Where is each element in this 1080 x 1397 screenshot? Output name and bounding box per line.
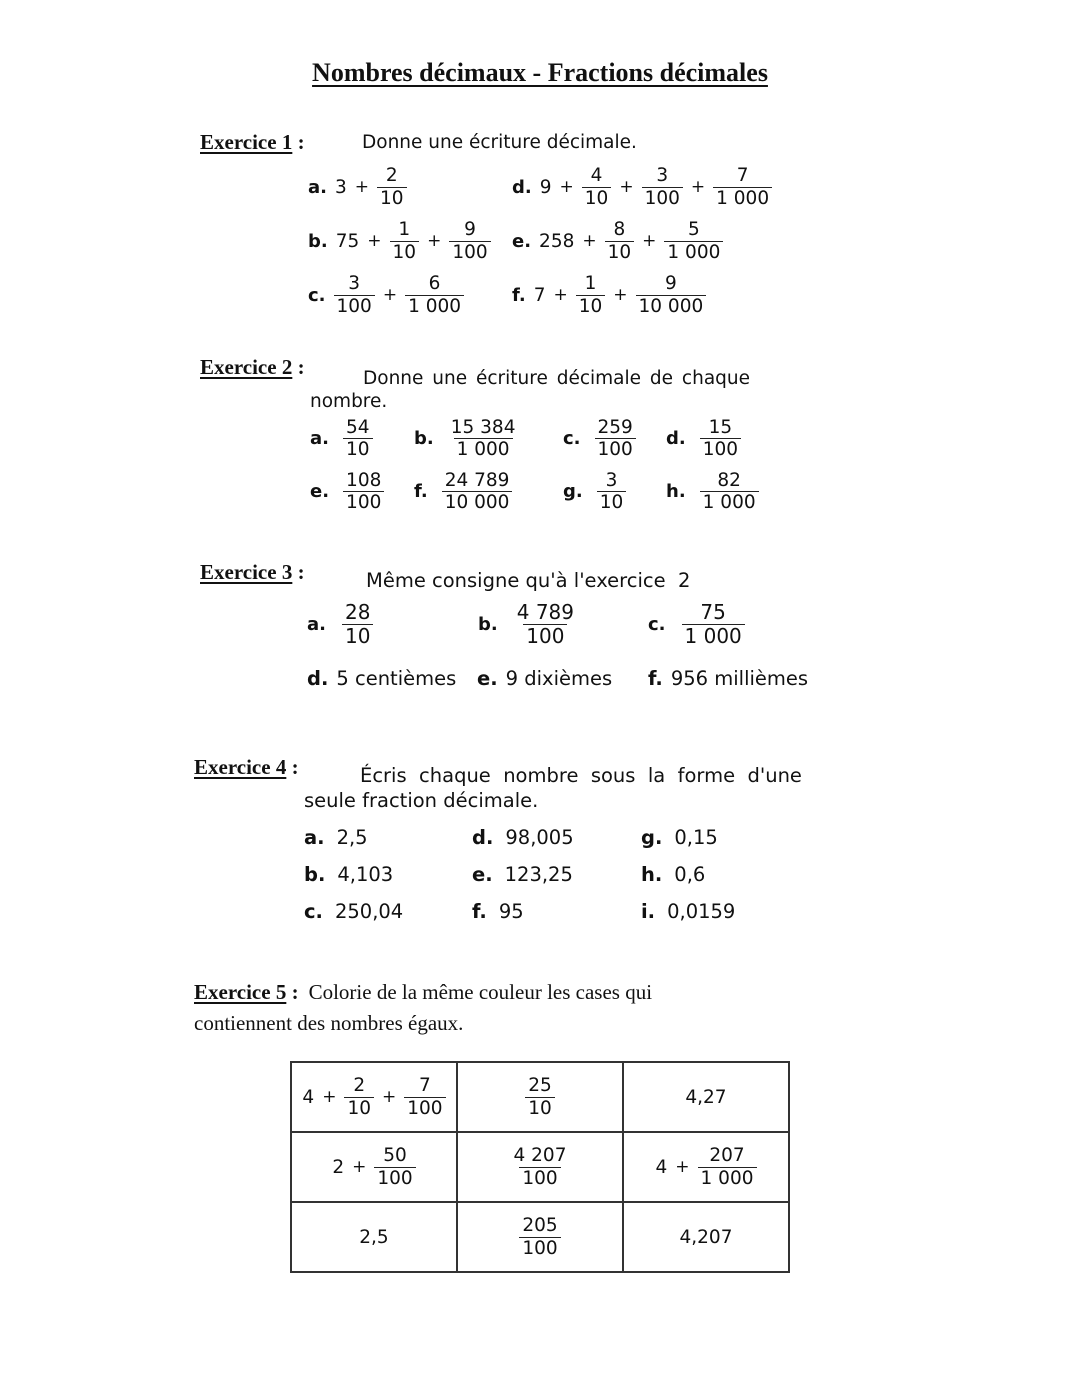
item-value: 95 [498, 900, 524, 923]
grid-cell[interactable] [291, 1202, 457, 1272]
exercise-4-item [472, 900, 524, 923]
exercise-1-item [308, 268, 491, 322]
denominator: 100 [334, 295, 375, 317]
numerator: 15 [708, 417, 733, 438]
item-label: a. [310, 428, 329, 450]
numerator: 1 [398, 219, 411, 241]
item-label: c. [304, 900, 323, 923]
cell-expression [624, 1145, 788, 1189]
denominator: 1 000 [664, 241, 723, 263]
number: 4,27 [685, 1086, 727, 1108]
exercise-4-item [641, 826, 718, 849]
number: 75 [335, 230, 360, 252]
plus-sign: + [582, 231, 597, 251]
exercise-2-item [563, 417, 636, 461]
grid-cell[interactable] [623, 1062, 789, 1132]
grid-row [291, 1202, 789, 1272]
denominator: 100 [523, 624, 567, 648]
grid-row [291, 1062, 789, 1132]
fraction [525, 1075, 555, 1119]
plus-sign: + [619, 177, 634, 197]
item-label: f. [472, 900, 487, 923]
fraction [342, 601, 373, 648]
fraction [442, 470, 513, 514]
item-label: h. [666, 481, 686, 503]
denominator: 100 [343, 491, 384, 513]
item-value: 250,04 [334, 900, 404, 923]
fraction [605, 219, 635, 263]
expression [539, 219, 723, 263]
plus-sign: + [354, 177, 370, 197]
exercise-1-item [308, 160, 491, 214]
numerator: 2 [385, 165, 398, 187]
exercise-2-item [310, 470, 384, 514]
numerator: 7 [736, 165, 749, 187]
item-label: a. [308, 176, 327, 198]
number: 7 [533, 284, 546, 306]
fraction [576, 273, 606, 317]
exercise-4-item [304, 863, 393, 886]
exercise-4-item [641, 863, 705, 886]
fraction [519, 1215, 560, 1259]
denominator: 10 000 [442, 491, 513, 513]
expression [540, 165, 772, 209]
expression [335, 165, 407, 209]
exercise-5-header-line [194, 980, 652, 1005]
cell-expression [292, 1227, 456, 1248]
numerator: 82 [717, 470, 741, 491]
denominator: 100 [700, 438, 741, 460]
item-label: b. [478, 614, 498, 635]
fraction [334, 273, 375, 317]
number: 258 [539, 230, 575, 252]
denominator: 10 [576, 295, 606, 317]
item-value: 9 dixièmes [505, 667, 613, 690]
fraction [664, 219, 723, 263]
numerator: 5 [688, 219, 700, 241]
numerator: 3 [348, 273, 361, 295]
item-label: d. [472, 826, 494, 849]
denominator: 100 [374, 1167, 415, 1189]
fraction [343, 417, 373, 461]
denominator: 10 [605, 241, 635, 263]
exercise-4-item [472, 826, 574, 849]
plus-sign: + [559, 177, 574, 197]
exercise-2-item [414, 417, 518, 461]
numerator: 25 [528, 1075, 552, 1097]
item-label: g. [563, 481, 583, 503]
plus-sign: + [382, 285, 398, 305]
cell-expression [624, 1087, 788, 1108]
fraction [405, 273, 464, 317]
denominator: 1 000 [713, 187, 772, 209]
exercise-2-item [414, 470, 512, 514]
numerator: 54 [345, 417, 370, 438]
number: 2,5 [359, 1226, 389, 1248]
denominator: 10 [377, 187, 407, 209]
expression [336, 219, 491, 263]
numerator: 9 [664, 273, 677, 295]
fraction [390, 219, 420, 263]
grid-cell[interactable] [457, 1132, 623, 1202]
fraction [344, 1075, 374, 1119]
item-label: e. [472, 863, 493, 886]
numerator: 259 [597, 417, 633, 438]
fraction [374, 1145, 415, 1189]
fraction [636, 273, 707, 317]
fraction [682, 601, 745, 648]
number: 4 [302, 1086, 315, 1108]
plus-sign: + [553, 285, 568, 305]
fraction [597, 470, 627, 514]
grid-cell[interactable] [457, 1062, 623, 1132]
numerator: 9 [464, 219, 476, 241]
item-value: 4,103 [337, 863, 394, 886]
numerator: 3 [656, 165, 669, 187]
expression [534, 273, 707, 317]
item-label: i. [641, 900, 656, 923]
number: 3 [334, 176, 347, 198]
denominator: 10 [344, 1097, 374, 1119]
exercise-1-item [308, 214, 491, 268]
plus-sign: + [367, 231, 382, 251]
item-label: f. [512, 284, 526, 306]
exercise-3-item [307, 601, 373, 648]
numerator: 207 [709, 1145, 745, 1167]
exercise-4-item [304, 900, 403, 923]
exercise-3-heading: Exercice 3 : [200, 560, 305, 584]
grid-cell[interactable] [291, 1132, 457, 1202]
exercise-4-item [304, 826, 368, 849]
numerator: 6 [428, 273, 441, 295]
fraction [404, 1075, 445, 1119]
numerator: 108 [346, 470, 382, 491]
grid-cell[interactable] [291, 1062, 457, 1132]
item-label: c. [648, 614, 666, 635]
item-label: b. [308, 230, 328, 252]
denominator: 100 [519, 1167, 560, 1189]
exercise-1-items-col1 [308, 160, 491, 322]
plus-sign: + [382, 1087, 397, 1107]
item-label: e. [512, 230, 532, 252]
fraction [700, 470, 759, 514]
number: 4,207 [679, 1226, 733, 1248]
exercise-3-item [648, 667, 808, 690]
denominator: 1 000 [405, 295, 464, 317]
fraction [511, 1145, 570, 1189]
exercise-2-item [666, 417, 741, 461]
item-label: a. [304, 826, 325, 849]
fraction [713, 165, 772, 209]
numerator: 15 384 [450, 417, 516, 438]
item-label: d. [307, 667, 329, 690]
plus-sign: + [690, 177, 706, 197]
numerator: 8 [613, 219, 626, 241]
item-value: 0,6 [674, 863, 706, 886]
exercise-4-item [472, 863, 573, 886]
item-label: c. [563, 428, 581, 450]
exercise-4-heading: Exercice 4 : [194, 755, 299, 779]
denominator: 100 [519, 1237, 560, 1259]
item-label: b. [414, 428, 434, 450]
denominator: 10 [582, 187, 612, 209]
numerator: 50 [383, 1145, 407, 1167]
denominator: 1 000 [698, 1167, 757, 1189]
item-label: e. [477, 667, 498, 690]
grid-cell[interactable] [623, 1132, 789, 1202]
exercise-5-heading: Exercice 5 : [194, 980, 299, 1004]
item-value: 123,25 [504, 863, 573, 886]
item-label: b. [304, 863, 326, 886]
fraction [449, 219, 490, 263]
numerator: 75 [700, 600, 726, 624]
item-label: h. [641, 863, 663, 886]
denominator: 1 000 [700, 491, 759, 513]
fraction [377, 165, 407, 209]
item-value: 0,15 [674, 826, 718, 849]
exercise-2-instruction-line1: Donne une écriture décimale de chaque [363, 368, 751, 389]
denominator: 100 [642, 187, 683, 209]
numerator: 7 [419, 1075, 431, 1097]
item-label: d. [512, 176, 532, 198]
numerator: 1 [584, 273, 597, 295]
exercise-3-item [477, 667, 612, 690]
exercise-1-instruction: Donne une écriture décimale. [362, 132, 637, 153]
exercise-2-item [563, 470, 626, 514]
item-label: g. [641, 826, 663, 849]
grid-cell[interactable] [623, 1202, 789, 1272]
numerator: 4 207 [513, 1145, 567, 1167]
fraction [582, 165, 612, 209]
fraction [700, 417, 741, 461]
plus-sign: + [642, 231, 657, 251]
denominator: 1 000 [454, 438, 513, 460]
exercise-1-item [512, 214, 772, 268]
denominator: 10 [390, 241, 420, 263]
cell-expression [458, 1075, 622, 1119]
fraction [642, 165, 683, 209]
denominator: 10 [342, 624, 373, 648]
exercise-4-item [641, 900, 735, 923]
cell-expression [292, 1075, 456, 1119]
denominator: 1 000 [682, 624, 745, 648]
exercise-1-items-col2 [512, 160, 772, 322]
fraction [343, 470, 384, 514]
fraction [698, 1145, 757, 1189]
number: 2 [332, 1156, 345, 1178]
denominator: 100 [595, 438, 636, 460]
cell-expression [458, 1215, 622, 1259]
exercise-3-instruction: Même consigne qu'à l'exercice 2 [366, 569, 691, 592]
item-value: 5 centièmes [336, 667, 457, 690]
plus-sign: + [352, 1157, 367, 1177]
cell-expression [458, 1145, 622, 1189]
exercise-1-item [512, 268, 772, 322]
numerator: 3 [605, 470, 618, 491]
exercise-3-item [307, 667, 456, 690]
item-label: c. [308, 284, 326, 306]
exercise-3-item [478, 601, 577, 648]
exercise-5-instruction-line2: contiennent des nombres égaux. [194, 1011, 464, 1035]
expression [334, 273, 465, 317]
plus-sign: + [675, 1157, 690, 1177]
denominator: 10 000 [636, 295, 707, 317]
grid-cell[interactable] [457, 1202, 623, 1272]
denominator: 10 [343, 438, 373, 460]
fraction [595, 417, 636, 461]
item-label: e. [310, 481, 330, 503]
exercise-1-heading: Exercice 1 : [200, 130, 305, 154]
fraction [514, 601, 577, 648]
matching-grid [290, 1061, 790, 1273]
item-value: 2,5 [336, 826, 368, 849]
item-value: 0,0159 [667, 900, 736, 923]
numerator: 28 [344, 600, 371, 624]
exercise-5-instruction-line1: Colorie de la même couleur les cases qui [308, 980, 653, 1004]
numerator: 4 789 [516, 600, 574, 624]
exercise-4-instruction-line2: seule fraction décimale. [304, 789, 539, 812]
exercise-4-instruction-line1: Écris chaque nombre sous la forme d'une [360, 764, 802, 787]
item-value: 956 millièmes [670, 667, 809, 690]
denominator: 100 [404, 1097, 445, 1119]
exercise-3-item [648, 601, 745, 648]
page-title: Nombres décimaux - Fractions décimales [312, 58, 768, 87]
item-label: d. [666, 428, 686, 450]
item-label: f. [414, 481, 428, 503]
grid-row [291, 1132, 789, 1202]
denominator: 10 [597, 491, 627, 513]
number: 9 [539, 176, 552, 198]
item-label: f. [648, 667, 663, 690]
cell-expression [624, 1227, 788, 1248]
plus-sign: + [427, 231, 442, 251]
number: 4 [655, 1156, 668, 1178]
exercise-2-item [666, 470, 759, 514]
plus-sign: + [322, 1087, 337, 1107]
exercise-2-instruction-line2: nombre. [310, 391, 388, 412]
numerator: 205 [522, 1215, 558, 1237]
plus-sign: + [613, 285, 628, 305]
exercise-2-heading: Exercice 2 : [200, 355, 305, 379]
numerator: 2 [353, 1075, 366, 1097]
exercise-2-item [310, 417, 373, 461]
fraction [448, 417, 519, 461]
cell-expression [292, 1145, 456, 1189]
item-value: 98,005 [505, 826, 574, 849]
numerator: 24 789 [444, 470, 510, 491]
denominator: 10 [525, 1097, 555, 1119]
item-label: a. [307, 614, 326, 635]
denominator: 100 [449, 241, 490, 263]
exercise-1-item [512, 160, 772, 214]
numerator: 4 [590, 165, 603, 187]
